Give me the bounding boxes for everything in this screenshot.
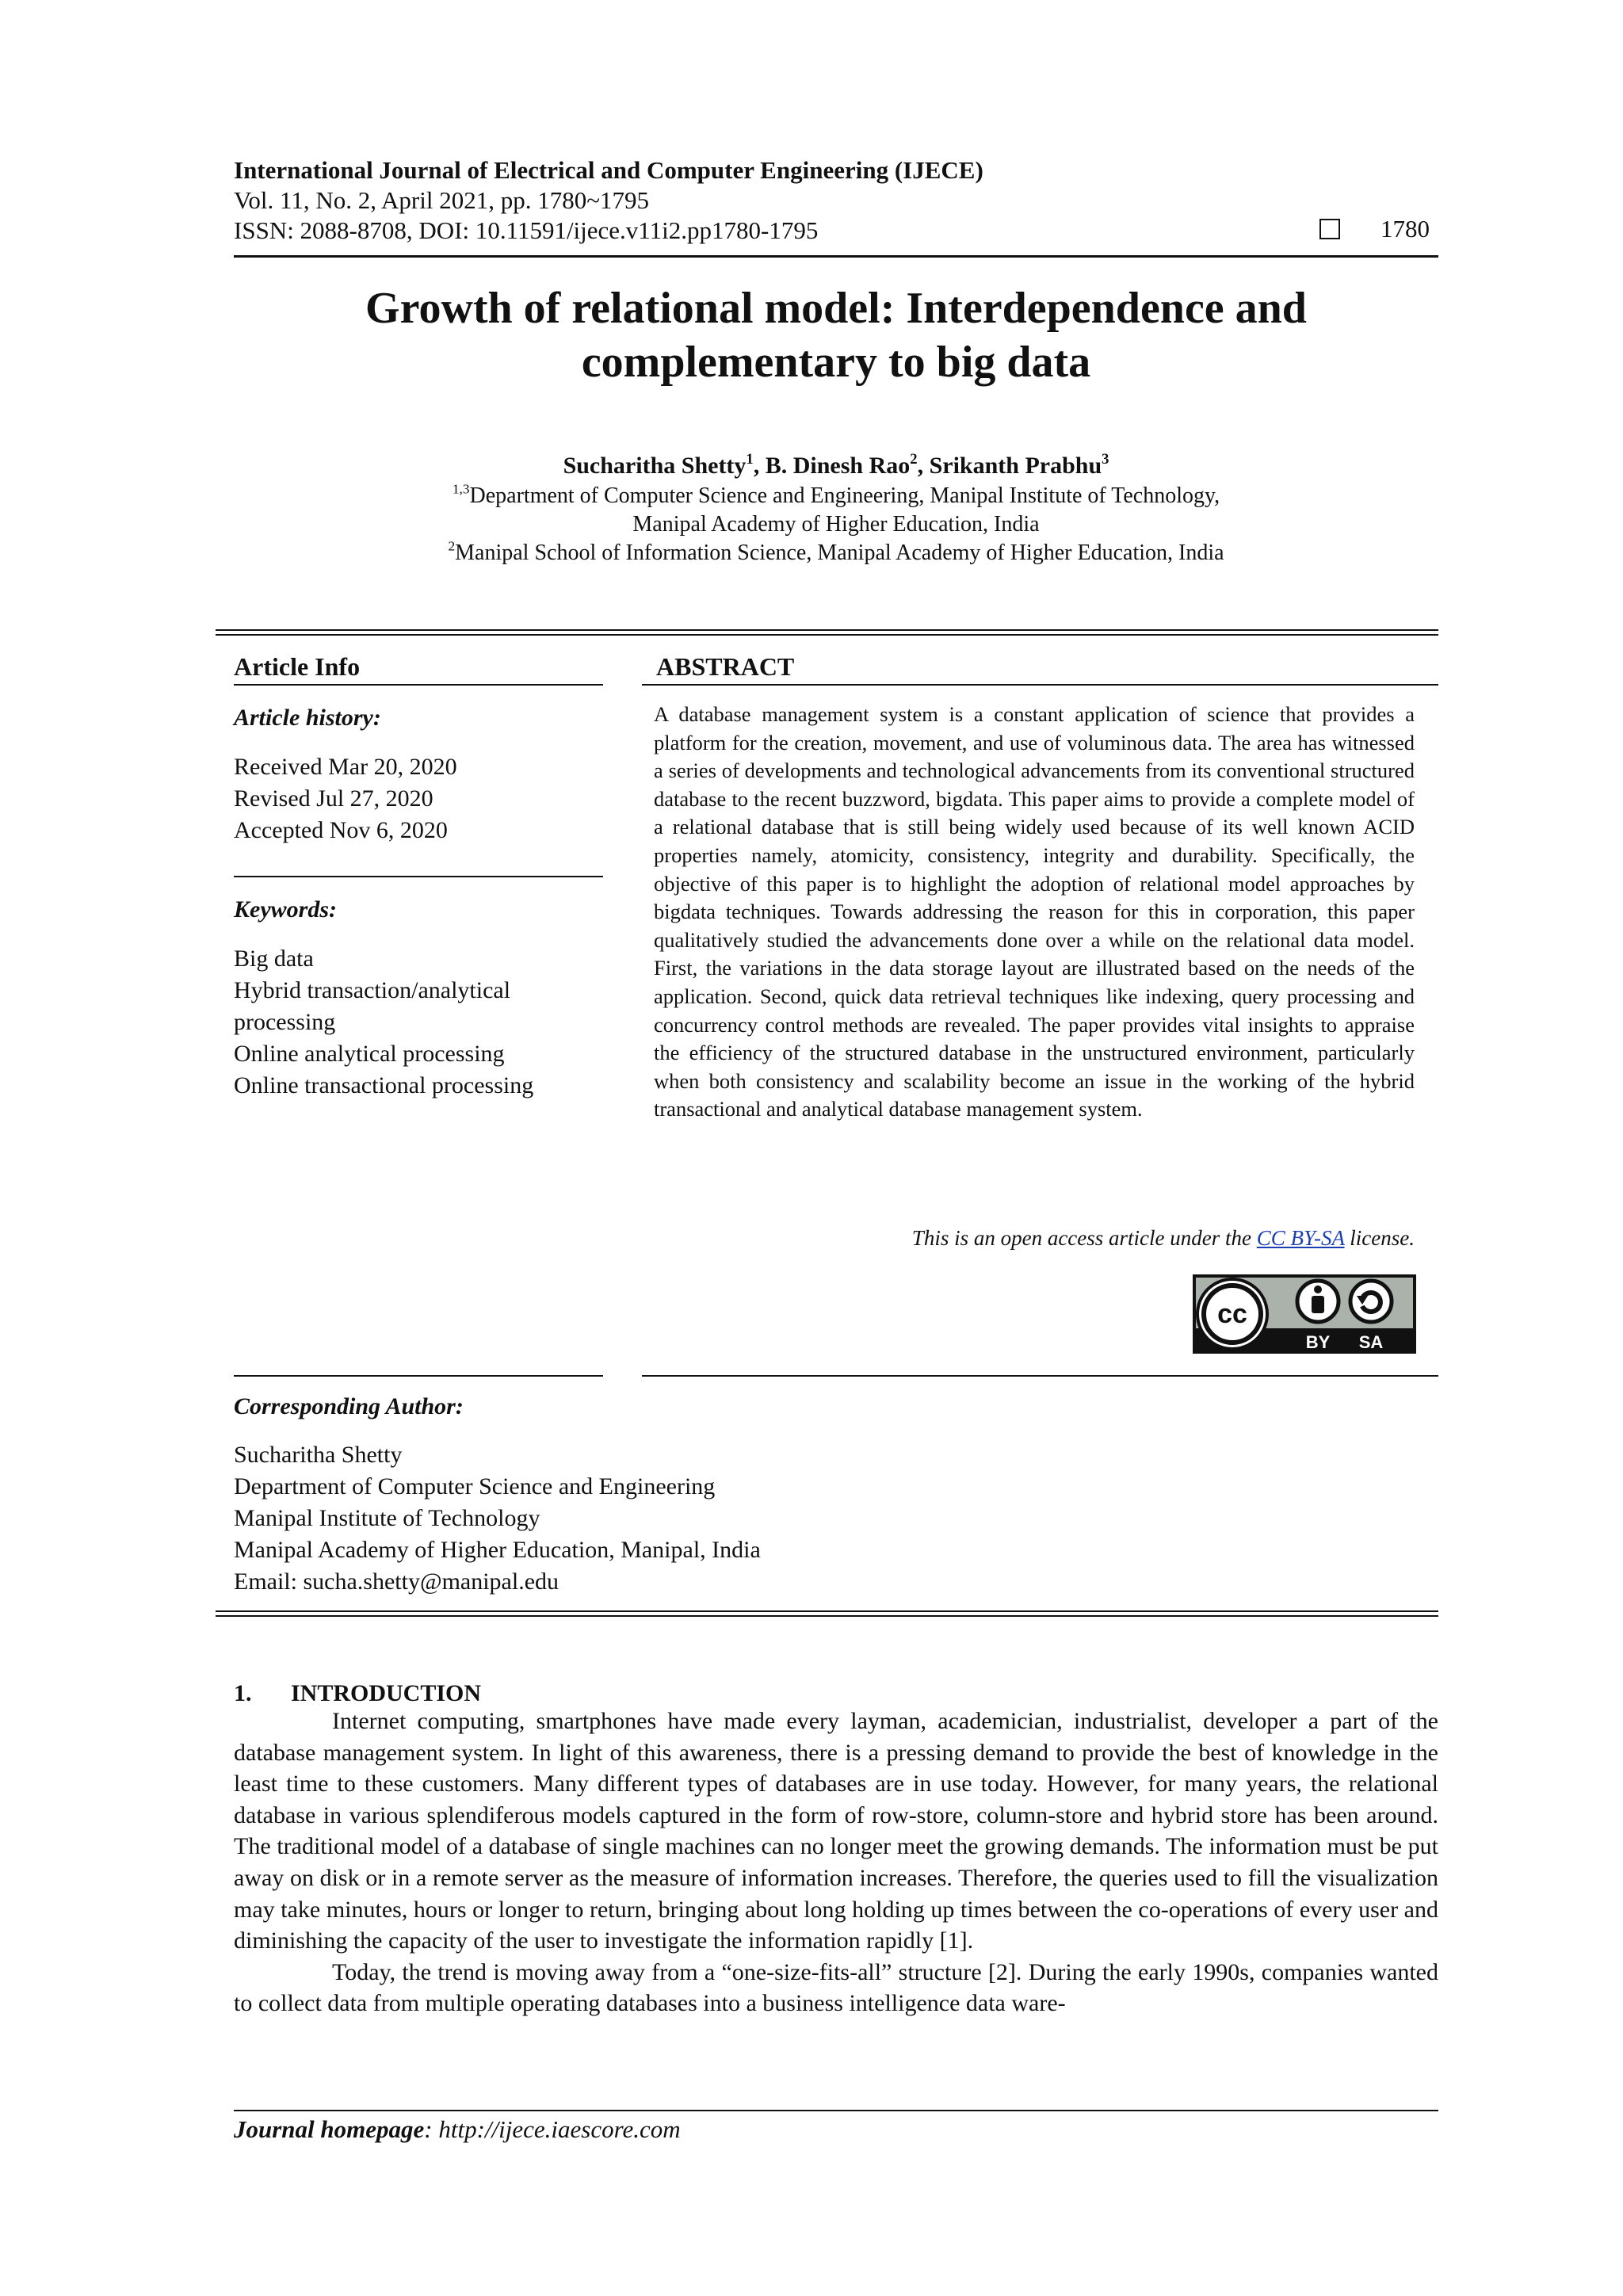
share-alike-icon [1350, 1281, 1392, 1322]
journal-title: International Journal of Electrical and Computer Engineering (IJECE) [234, 156, 983, 184]
corr-line: Manipal Academy of Higher Education, Manipal, India [234, 1537, 761, 1563]
article-info-bottom-rule [234, 1375, 603, 1377]
keywords-rule [234, 876, 603, 877]
header-rule [234, 255, 1438, 258]
corr-line: Sucharitha Shetty [234, 1442, 403, 1468]
author-sup: 2 [910, 450, 918, 468]
paragraph: Today, the trend is moving away from a “one-size-fits-all” structure [2]. During the early 1990s, companies wanted to collect data from multiple operating databases into a business intelligence data ware- [234, 1958, 1438, 2017]
title-line-2: complementary to big data [581, 338, 1091, 387]
abstract-text: A database management system is a constant application of science that provides a platform for the creation, movement, and use of voluminous data. The area has witnessed a series of developments and technological advancements from its conventional structured database to the recent buzzword, bigdata. This paper aims to provide a complete model of a relational database that is still being widely used because of its well known ACID properties namely, atomicity, consistency, integrity and durability. Specifically, the objective of this paper is to highlight the adoption of relational model approaches by bigdata techniques. Towards addressing the reason for this in corporation, this paper qualitatively studied the advancements done over a while on the relational data model. First, the variations in the data storage layout are illustrated based on the needs of the application. Second, quick data retrieval techniques like indexing, query processing and concurrency control methods are revealed. The paper provides vital insights to appraise the efficiency of the structured database in the unstructured environment, particularly when both consistency and scalability become an issue in the working of the hybrid transactional and analytical database management system. [654, 702, 1415, 1121]
corr-email: Email: sucha.shetty@manipal.edu [234, 1568, 559, 1595]
corr-line: Department of Computer Science and Engineering [234, 1473, 716, 1499]
corresponding-details [234, 1439, 947, 1598]
paper-title [234, 281, 1438, 389]
affiliations [234, 482, 1438, 567]
article-history-heading: Article history: [234, 705, 381, 731]
journal-header [234, 155, 1438, 246]
author-name: B. Dinesh Rao [765, 453, 911, 479]
author-list: Sucharitha Shetty$^1$, B. Dinesh Rao$^2$, Srikanth Prabhu$^3$ [563, 450, 1109, 479]
by-label: BY [1305, 1332, 1331, 1352]
license-note: This is an open access article under the CC BY-SA license. [911, 1226, 1415, 1250]
keywords-heading: Keywords: [234, 896, 337, 923]
section-number: 1. [234, 1680, 252, 1706]
author-sup: 1 [746, 450, 754, 468]
page-number: 1780 [1381, 215, 1430, 243]
introduction-body [234, 1706, 1438, 2019]
info-box-bottom-rule [216, 1610, 1438, 1612]
volume-line: Vol. 11, No. 2, April 2021, pp. 1780~1795 [234, 186, 649, 214]
article-history [234, 751, 457, 846]
article-info-heading: Article Info [234, 652, 361, 681]
attribution-icon [1297, 1281, 1338, 1322]
homepage-label: Journal homepage [234, 2115, 425, 2143]
abstract-bottom-rule [642, 1375, 1438, 1377]
accepted-date: Accepted Nov 6, 2020 [234, 817, 448, 843]
footer-rule [234, 2110, 1438, 2111]
keyword-list [234, 943, 533, 1102]
abstract-rule [642, 684, 1438, 686]
title-line-1: Growth of relational model: Interdependence and [365, 284, 1307, 333]
revised-date: Revised Jul 27, 2020 [234, 785, 433, 812]
affiliation-sup: 1,3 [452, 481, 470, 497]
section-title: INTRODUCTION [291, 1680, 482, 1706]
affiliation-sup: 2 [448, 538, 456, 554]
issn-line: ISSN: 2088-8708, DOI: 10.11591/ijece.v11i2.pp1780-1795 [234, 216, 819, 244]
author-name: Srikanth Prabhu [929, 453, 1102, 479]
affiliation-line: $^{1,3}$Department of Computer Science and Engineering, Manipal Institute of Technology, [452, 481, 1220, 508]
keyword-item: Big data [234, 946, 314, 972]
introduction-heading [234, 1679, 481, 1709]
square-bullet-icon [1319, 219, 1340, 239]
corr-line: Manipal Institute of Technology [234, 1505, 540, 1531]
paragraph: Internet computing, smartphones have made every layman, academician, industrialist, developer a part of the database management system. In light of this awareness, there is a pressing demand to provide the best of knowledge in the least time to these customers. Many different types of databases are in use today. However, for many years, the relational database in various splendiferous models captured in the form of row-store, column-store and hybrid store has been around. The traditional model of a database of single machines can no longer meet the growing demands. The information must be put away on disk or in a remote server as the measure of information increases. Therefore, the queries used to fill the visualization may take minutes, hours or longer to return, bringing about long holding up times between the co-operations of every user and diminishing the capacity of the user to investigate the information rapidly [1]. [234, 1708, 1438, 1954]
article-info-rule [234, 684, 603, 686]
cc-by-sa-link[interactable]: CC BY-SA [1256, 1226, 1345, 1250]
received-date: Received Mar 20, 2020 [234, 754, 457, 780]
keyword-item: Online transactional processing [234, 1072, 534, 1098]
cc-by-sa-badge[interactable] [1193, 1274, 1416, 1354]
info-box-bottom-rule-2 [216, 1615, 1438, 1617]
info-box-top-rule [216, 629, 1438, 631]
journal-homepage [234, 2115, 681, 2145]
keyword-item: Online analytical processing [234, 1041, 505, 1067]
keyword-item: processing [234, 1009, 336, 1035]
info-box-top-rule-2 [216, 634, 1438, 636]
keyword-item: Hybrid transaction/analytical [234, 977, 511, 1003]
corresponding-heading: Corresponding Author: [234, 1393, 464, 1419]
sa-label: SA [1358, 1332, 1384, 1352]
homepage-url[interactable]: : http://ijece.iaescore.com [424, 2115, 681, 2143]
abstract-heading: ABSTRACT [656, 652, 795, 681]
affiliation-line: $^2$Manipal School of Information Science, Manipal Academy of Higher Education, India [448, 538, 1224, 565]
author-sup: 3 [1102, 450, 1109, 468]
affiliation-line: Manipal Academy of Higher Education, India [632, 512, 1040, 537]
author-name: Sucharitha Shetty [563, 453, 747, 479]
cc-text: cc [1217, 1299, 1247, 1329]
